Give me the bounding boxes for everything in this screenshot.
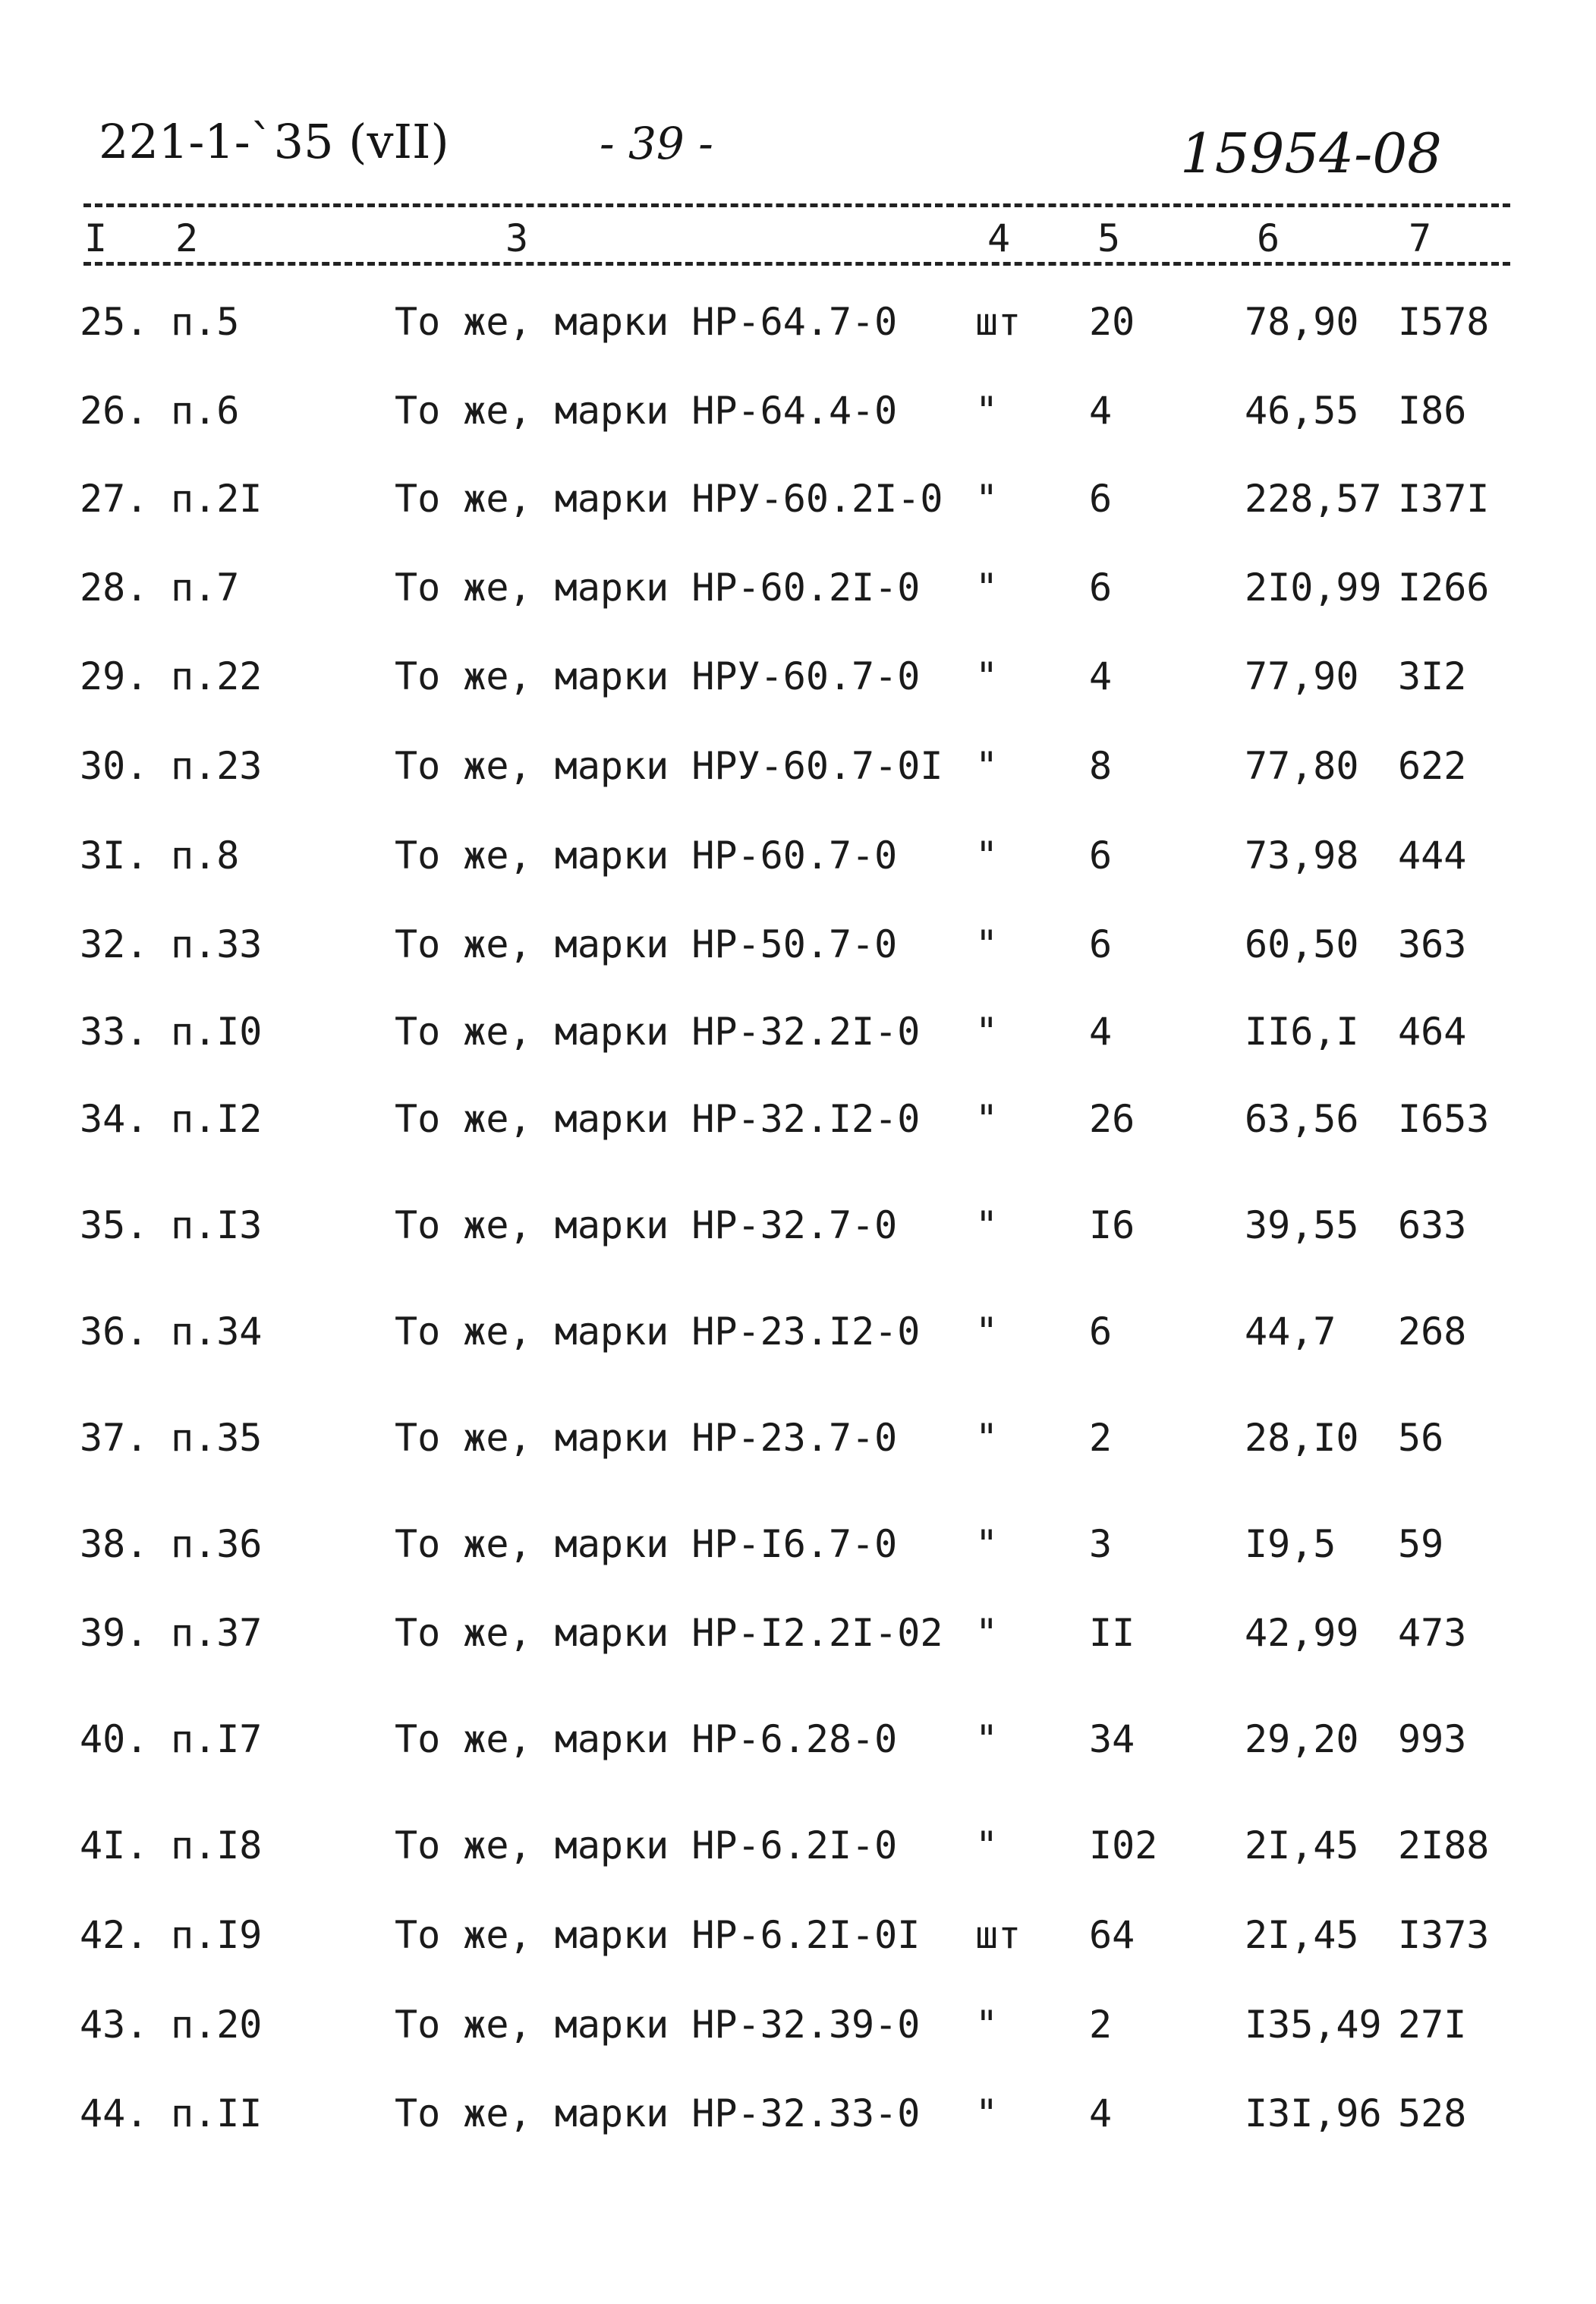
cell-num: 39.: [80, 1611, 149, 1655]
cell-ref: п.23: [171, 744, 263, 788]
cell-ref: п.I8: [171, 1823, 263, 1867]
column-number-5: 5: [1093, 216, 1125, 260]
column-number-2: 2: [171, 216, 203, 260]
column-number-3: 3: [501, 216, 533, 260]
table-row: [0, 1823, 1596, 1884]
cell-num: 34.: [80, 1097, 149, 1141]
cell-total: 464: [1398, 1010, 1467, 1054]
cell-qty: 6: [1089, 566, 1113, 610]
cell-num: 44.: [80, 2091, 149, 2135]
cell-unit: ": [975, 1310, 999, 1354]
cell-num: 40.: [80, 1717, 149, 1761]
column-number-7: 7: [1404, 216, 1436, 260]
cell-qty: I6: [1089, 1203, 1135, 1247]
cell-qty: 6: [1089, 922, 1113, 966]
cell-qty: 34: [1089, 1717, 1135, 1761]
cell-total: I266: [1398, 566, 1490, 610]
cell-qty: 6: [1089, 1310, 1113, 1354]
cell-price: I35,49: [1245, 2003, 1382, 2047]
cell-qty: 6: [1089, 477, 1113, 521]
cell-ref: п.8: [171, 834, 240, 878]
cell-unit: ": [975, 2003, 999, 2047]
cell-ref: п.5: [171, 300, 240, 344]
cell-desc: То же, марки НР-50.7-0: [395, 922, 898, 966]
cell-desc: То же, марки НР-6.2I-0: [395, 1823, 898, 1867]
cell-desc: То же, марки НРУ-60.7-0I: [395, 744, 943, 788]
cell-total: 528: [1398, 2091, 1467, 2135]
cell-qty: 4: [1089, 1010, 1113, 1054]
cell-unit: шт: [975, 300, 1022, 344]
cell-total: 59: [1398, 1522, 1444, 1566]
page-number: - 39 -: [600, 118, 713, 169]
cell-price: 73,98: [1245, 834, 1359, 878]
cell-num: 28.: [80, 566, 149, 610]
cell-unit: ": [975, 1203, 999, 1247]
cell-qty: 6: [1089, 834, 1113, 878]
cell-price: 228,57: [1245, 477, 1382, 521]
cell-ref: п.I9: [171, 1913, 263, 1957]
cell-unit: ": [975, 1611, 999, 1655]
cell-ref: п.37: [171, 1611, 263, 1655]
cell-ref: п.20: [171, 2003, 263, 2047]
cell-price: 39,55: [1245, 1203, 1359, 1247]
cell-total: I86: [1398, 389, 1467, 433]
table-row: [0, 1310, 1596, 1370]
table-row: [0, 834, 1596, 894]
cell-total: I37I: [1398, 477, 1490, 521]
cell-total: 2I88: [1398, 1823, 1490, 1867]
table-row: [0, 389, 1596, 449]
cell-unit: ": [975, 744, 999, 788]
cell-desc: То же, марки НР-60.2I-0: [395, 566, 921, 610]
table-row: [0, 1522, 1596, 1583]
cell-qty: 3: [1089, 1522, 1113, 1566]
header-divider-top: [83, 203, 1510, 207]
cell-total: I653: [1398, 1097, 1490, 1141]
cell-num: 38.: [80, 1522, 149, 1566]
cell-total: I578: [1398, 300, 1490, 344]
cell-total: 363: [1398, 922, 1467, 966]
cell-desc: То же, марки НР-6.2I-0I: [395, 1913, 921, 1957]
cell-desc: То же, марки НР-I2.2I-02: [395, 1611, 943, 1655]
cell-ref: п.35: [171, 1416, 263, 1460]
cell-ref: п.36: [171, 1522, 263, 1566]
cell-unit: ": [975, 1522, 999, 1566]
archive-number: 15954-08: [1180, 121, 1442, 185]
cell-num: 32.: [80, 922, 149, 966]
cell-desc: То же, марки НР-23.I2-0: [395, 1310, 921, 1354]
cell-unit: ": [975, 477, 999, 521]
cell-ref: п.I7: [171, 1717, 263, 1761]
cell-total: 27I: [1398, 2003, 1467, 2047]
table-row: [0, 1203, 1596, 1264]
cell-num: 42.: [80, 1913, 149, 1957]
header-divider-bottom: [83, 262, 1510, 266]
cell-num: 35.: [80, 1203, 149, 1247]
cell-num: 37.: [80, 1416, 149, 1460]
cell-desc: То же, марки НР-32.2I-0: [395, 1010, 921, 1054]
cell-unit: ": [975, 1717, 999, 1761]
cell-desc: То же, марки НР-64.4-0: [395, 389, 898, 433]
cell-total: I373: [1398, 1913, 1490, 1957]
cell-ref: п.2I: [171, 477, 263, 521]
table-row: [0, 300, 1596, 361]
cell-price: 28,I0: [1245, 1416, 1359, 1460]
cell-ref: п.I2: [171, 1097, 263, 1141]
cell-qty: 64: [1089, 1913, 1135, 1957]
column-number-6: 6: [1252, 216, 1284, 260]
cell-unit: шт: [975, 1913, 1022, 1957]
cell-total: 444: [1398, 834, 1467, 878]
cell-price: I9,5: [1245, 1522, 1336, 1566]
column-number-4: 4: [983, 216, 1015, 260]
cell-num: 29.: [80, 654, 149, 698]
cell-price: I3I,96: [1245, 2091, 1382, 2135]
table-row: [0, 1010, 1596, 1070]
cell-unit: ": [975, 834, 999, 878]
cell-desc: То же, марки НР-32.33-0: [395, 2091, 921, 2135]
table-row: [0, 654, 1596, 715]
cell-ref: п.6: [171, 389, 240, 433]
cell-unit: ": [975, 566, 999, 610]
cell-price: 44,7: [1245, 1310, 1336, 1354]
cell-num: 43.: [80, 2003, 149, 2047]
cell-qty: 4: [1089, 2091, 1113, 2135]
cell-desc: То же, марки НР-6.28-0: [395, 1717, 898, 1761]
cell-desc: То же, марки НРУ-60.7-0: [395, 654, 921, 698]
cell-total: 622: [1398, 744, 1467, 788]
cell-ref: п.34: [171, 1310, 263, 1354]
cell-price: 60,50: [1245, 922, 1359, 966]
table-row: [0, 922, 1596, 983]
cell-ref: п.33: [171, 922, 263, 966]
cell-unit: ": [975, 1097, 999, 1141]
cell-num: 26.: [80, 389, 149, 433]
column-number-1: I: [80, 216, 112, 260]
table-row: [0, 744, 1596, 805]
cell-ref: п.II: [171, 2091, 263, 2135]
cell-total: 3I2: [1398, 654, 1467, 698]
table-row: [0, 1913, 1596, 1974]
cell-ref: п.I0: [171, 1010, 263, 1054]
cell-total: 56: [1398, 1416, 1444, 1460]
table-row: [0, 566, 1596, 626]
cell-ref: п.I3: [171, 1203, 263, 1247]
cell-desc: То же, марки НР-32.7-0: [395, 1203, 898, 1247]
table-row: [0, 1611, 1596, 1672]
cell-qty: 4: [1089, 654, 1113, 698]
table-row: [0, 2091, 1596, 2152]
cell-total: 473: [1398, 1611, 1467, 1655]
cell-num: 36.: [80, 1310, 149, 1354]
cell-total: 268: [1398, 1310, 1467, 1354]
cell-price: II6,I: [1245, 1010, 1359, 1054]
cell-desc: То же, марки НР-64.7-0: [395, 300, 898, 344]
cell-qty: 2: [1089, 1416, 1113, 1460]
cell-desc: То же, марки НР-I6.7-0: [395, 1522, 898, 1566]
cell-num: 25.: [80, 300, 149, 344]
cell-qty: II: [1089, 1611, 1135, 1655]
cell-ref: п.7: [171, 566, 240, 610]
cell-price: 2I,45: [1245, 1913, 1359, 1957]
cell-price: 46,55: [1245, 389, 1359, 433]
table-row: [0, 1717, 1596, 1778]
cell-unit: ": [975, 1010, 999, 1054]
cell-desc: То же, марки НРУ-60.2I-0: [395, 477, 943, 521]
cell-price: 2I0,99: [1245, 566, 1382, 610]
cell-num: 33.: [80, 1010, 149, 1054]
cell-unit: ": [975, 1416, 999, 1460]
document-code: 221-1-`35 (vII): [99, 114, 449, 169]
cell-price: 77,90: [1245, 654, 1359, 698]
cell-desc: То же, марки НР-32.39-0: [395, 2003, 921, 2047]
cell-num: 30.: [80, 744, 149, 788]
cell-unit: ": [975, 922, 999, 966]
cell-desc: То же, марки НР-23.7-0: [395, 1416, 898, 1460]
cell-unit: ": [975, 389, 999, 433]
cell-ref: п.22: [171, 654, 263, 698]
cell-qty: 26: [1089, 1097, 1135, 1141]
table-row: [0, 477, 1596, 537]
cell-qty: 4: [1089, 389, 1113, 433]
cell-price: 29,20: [1245, 1717, 1359, 1761]
cell-qty: I02: [1089, 1823, 1158, 1867]
cell-desc: То же, марки НР-32.I2-0: [395, 1097, 921, 1141]
cell-total: 633: [1398, 1203, 1467, 1247]
cell-price: 2I,45: [1245, 1823, 1359, 1867]
cell-unit: ": [975, 1823, 999, 1867]
table-row: [0, 1097, 1596, 1158]
cell-price: 42,99: [1245, 1611, 1359, 1655]
table-row: [0, 2003, 1596, 2063]
cell-desc: То же, марки НР-60.7-0: [395, 834, 898, 878]
table-row: [0, 1416, 1596, 1477]
cell-num: 4I.: [80, 1823, 149, 1867]
cell-total: 993: [1398, 1717, 1467, 1761]
cell-num: 3I.: [80, 834, 149, 878]
cell-price: 63,56: [1245, 1097, 1359, 1141]
cell-price: 77,80: [1245, 744, 1359, 788]
cell-unit: ": [975, 2091, 999, 2135]
cell-price: 78,90: [1245, 300, 1359, 344]
cell-num: 27.: [80, 477, 149, 521]
cell-unit: ": [975, 654, 999, 698]
cell-qty: 20: [1089, 300, 1135, 344]
cell-qty: 2: [1089, 2003, 1113, 2047]
cell-qty: 8: [1089, 744, 1113, 788]
